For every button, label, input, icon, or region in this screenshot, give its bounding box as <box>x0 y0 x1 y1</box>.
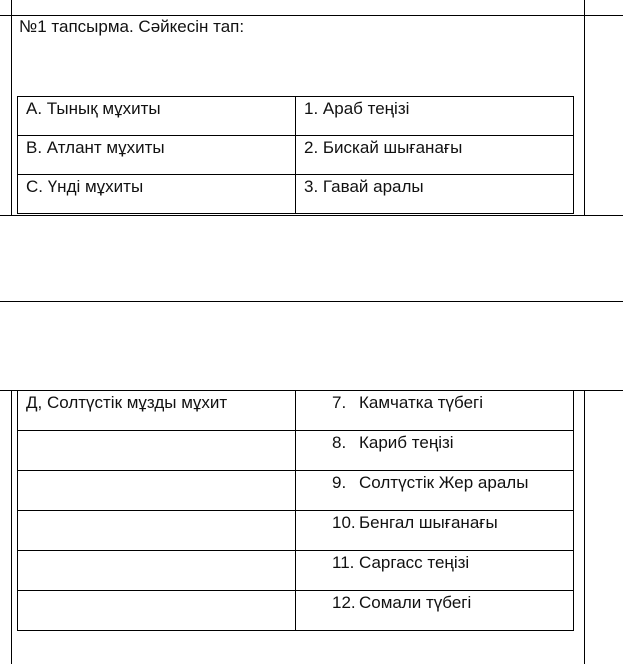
table-row <box>18 551 574 591</box>
table-row <box>18 471 574 511</box>
item-number: 9. <box>332 473 347 492</box>
feature-cell: 3. Гавай аралы <box>296 175 574 214</box>
frame-line-left <box>11 0 12 215</box>
feature-cell: 2. Бискай шығанағы <box>296 136 574 175</box>
item-text: Камчатка түбегі <box>359 393 484 412</box>
ocean-cell: В. Атлант мұхиты <box>18 136 296 175</box>
table-row <box>18 136 574 175</box>
item-number: 7. <box>332 393 347 412</box>
ocean-cell: С. Үнді мұхиты <box>18 175 296 214</box>
feature-cell <box>296 431 574 471</box>
feature-cell <box>296 391 574 431</box>
frame-line-mid-top <box>0 215 623 216</box>
feature-cell <box>296 471 574 511</box>
item-number: 11. <box>332 553 355 572</box>
table-row <box>18 175 574 214</box>
item-number: 10. <box>332 513 356 532</box>
item-text: Кариб теңізі <box>359 433 454 452</box>
item-text: Саргасс теңізі <box>359 553 470 572</box>
item-number: 12. <box>332 593 356 612</box>
matching-table-top <box>17 96 574 214</box>
frame-line-right <box>584 0 585 215</box>
feature-cell <box>296 551 574 591</box>
feature-cell: 1. Араб теңізі <box>296 97 574 136</box>
item-number: 8. <box>332 433 347 452</box>
table-row <box>18 431 574 471</box>
feature-cell <box>296 511 574 551</box>
item-text: Солтүстік Жер аралы <box>359 473 529 492</box>
feature-cell <box>296 591 574 631</box>
table-row <box>18 97 574 136</box>
matching-table-bottom <box>17 390 574 631</box>
table-row <box>18 511 574 551</box>
ocean-cell: А. Тынық мұхиты <box>18 97 296 136</box>
frame-line-lower-right <box>584 390 585 664</box>
item-text: Сомали түбегі <box>359 593 472 612</box>
frame-line-lower-left <box>11 390 12 664</box>
frame-line-top <box>0 15 623 16</box>
table-row <box>18 591 574 631</box>
frame-line-mid-bottom <box>0 301 623 302</box>
task-title: №1 тапсырма. Сәйкесін тап: <box>19 17 245 36</box>
ocean-cell <box>18 471 296 511</box>
table-row <box>18 391 574 431</box>
ocean-cell: Д, Солтүстік мұзды мұхит <box>18 391 296 431</box>
ocean-cell <box>18 551 296 591</box>
ocean-cell <box>18 511 296 551</box>
ocean-cell <box>18 591 296 631</box>
ocean-cell <box>18 431 296 471</box>
item-text: Бенгал шығанағы <box>359 513 498 532</box>
